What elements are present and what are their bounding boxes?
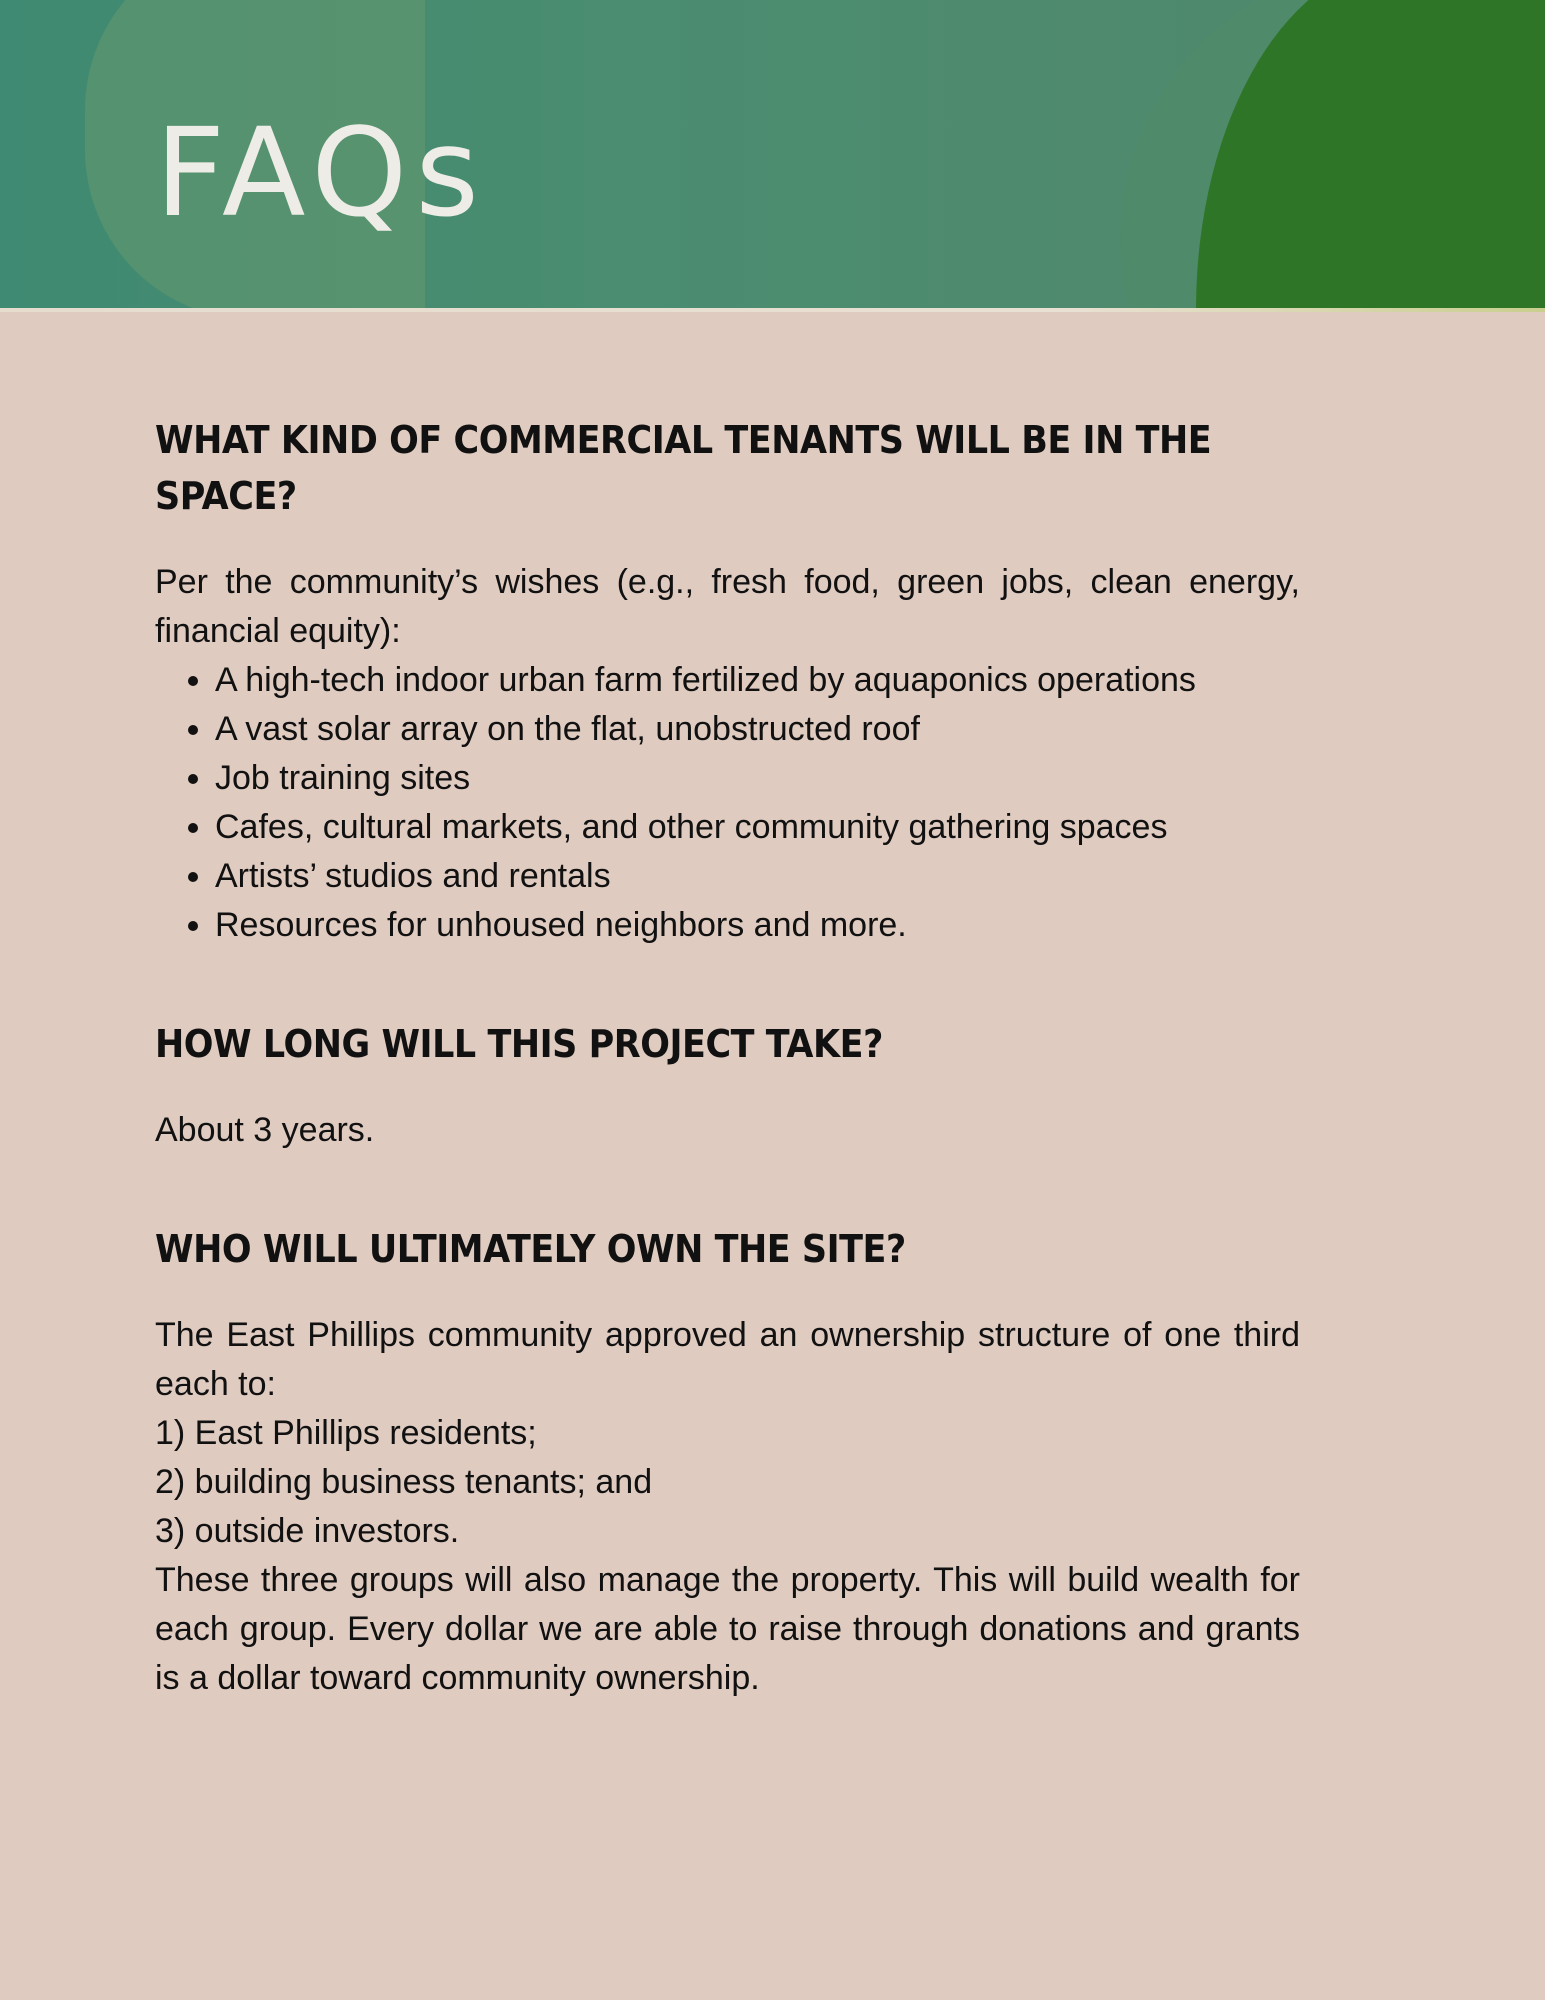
ownership-line: 2) building business tenants; and — [155, 1463, 653, 1501]
list-item: • Artists’ studios and rentals — [215, 852, 1300, 901]
faq-question: WHO WILL ULTIMATELY OWN THE SITE? — [155, 1227, 906, 1271]
ownership-line: 3) outside investors. — [155, 1512, 460, 1550]
faq-closing: These three groups will also manage the property. This will build wealth for each group. Every dollar we are able to raise through donations and grants is a dollar toward community ownership. — [155, 1561, 1300, 1697]
header-divider — [0, 308, 1545, 312]
list-item: • A vast solar array on the flat, unobstructed roof — [215, 705, 1300, 754]
faq-timeline — [155, 1016, 1300, 1155]
list-item: • Job training sites — [215, 754, 1300, 803]
list-item: • A high-tech indoor urban farm fertilized by aquaponics operations — [215, 656, 1300, 705]
faq-intro: Per the community’s wishes (e.g., fresh food, green jobs, clean energy, financial equity): — [155, 563, 1300, 650]
faq-intro: The East Phillips community approved an ownership structure of one third each to: — [155, 1316, 1300, 1403]
faq-answer: About 3 years. — [155, 1111, 375, 1149]
faq-tenants — [155, 412, 1300, 950]
list-item: • Cafes, cultural markets, and other community gathering spaces — [215, 803, 1300, 852]
page-title: FAQs — [155, 102, 487, 244]
faq-content — [155, 412, 1300, 1769]
list-item: • Resources for unhoused neighbors and more. — [215, 901, 1300, 950]
faq-question: HOW LONG WILL THIS PROJECT TAKE? — [155, 1022, 883, 1066]
faq-ownership — [155, 1221, 1300, 1703]
ownership-line: 1) East Phillips residents; — [155, 1414, 537, 1452]
header-banner — [0, 0, 1545, 310]
faq-question: WHAT KIND OF COMMERCIAL TENANTS WILL BE IN THE SPACE? — [155, 418, 1212, 518]
tenant-list — [155, 656, 1300, 950]
